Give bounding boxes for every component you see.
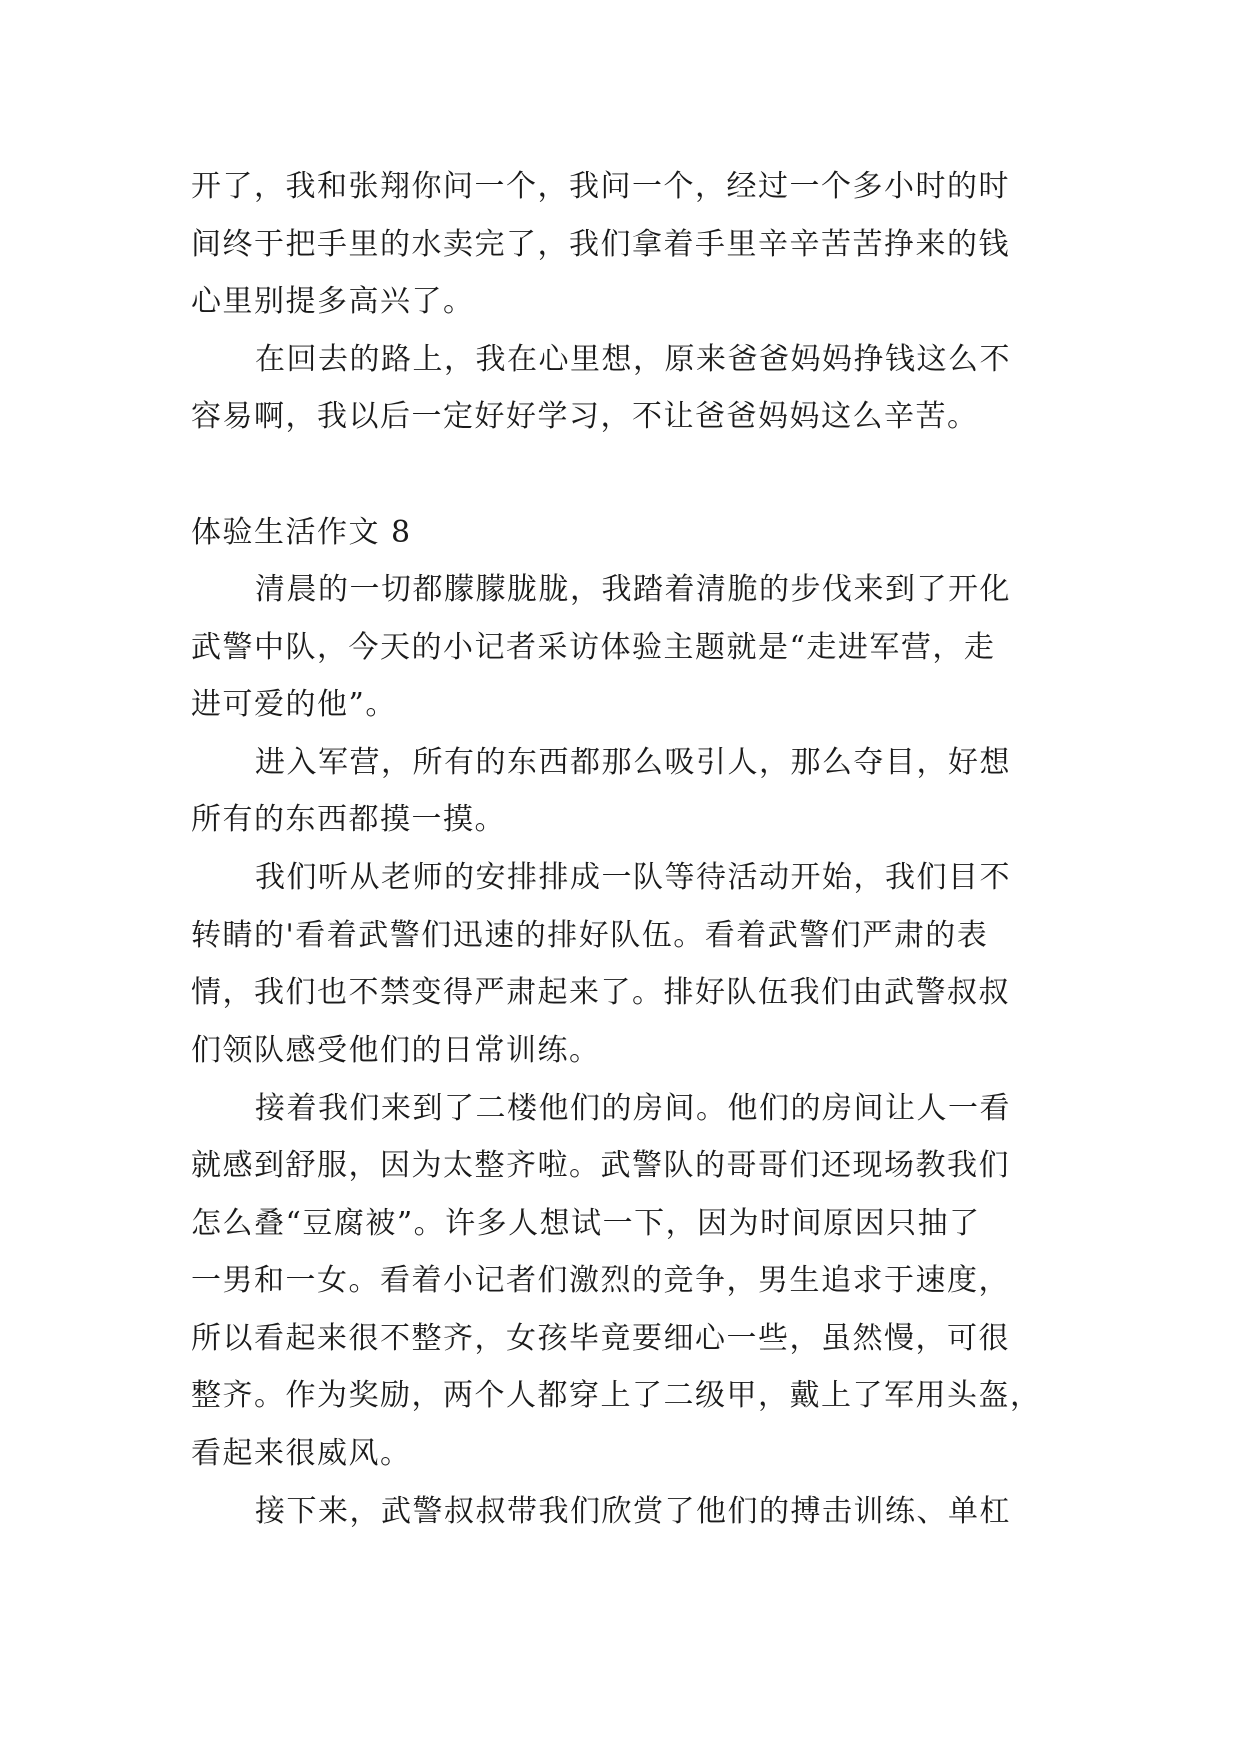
text-line: 转睛的'看着武警们迅速的排好队伍。看着武警们严肃的表 [191,918,989,953]
paragraph-start-line: 接着我们来到了二楼他们的房间。他们的房间让人一看 [255,1091,1011,1126]
paragraph-start-line: 进入军营，所有的东西都那么吸引人，那么夺目，好想 [255,745,1011,780]
paragraph-start-line: 我们听从老师的安排排成一队等待活动开始，我们目不 [255,860,1011,895]
paragraph-start-line: 清晨的一切都朦朦胧胧，我踏着清脆的步伐来到了开化 [255,572,1011,607]
text-line: 整齐。作为奖励，两个人都穿上了二级甲，戴上了军用头盔， [191,1378,1042,1413]
paragraph-start-line: 接下来，武警叔叔带我们欣赏了他们的搏击训练、单杠 [255,1494,1011,1529]
text-line: 就感到舒服，因为太整齐啦。武警队的哥哥们还现场教我们 [191,1148,1010,1183]
text-line: 进可爱的他”。 [191,687,397,722]
paragraph-start-line: 在回去的路上，我在心里想，原来爸爸妈妈挣钱这么不 [255,342,1011,377]
text-line: 看起来很威风。 [191,1436,412,1471]
text-line: 心里别提多高兴了。 [191,284,475,319]
text-line: 所以看起来很不整齐，女孩毕竟要细心一些，虽然慢，可很 [191,1321,1010,1356]
text-line: 怎么叠“豆腐被”。许多人想试一下，因为时间原因只抽了 [191,1206,981,1241]
text-line: 们领队感受他们的日常训练。 [191,1033,601,1068]
text-line: 开了，我和张翔你问一个，我问一个，经过一个多小时的时 [191,169,1010,204]
section-heading: 体验生活作文 8 [191,515,412,550]
text-line: 一男和一女。看着小记者们激烈的竞争，男生追求于速度， [191,1263,1010,1298]
text-line: 情，我们也不禁变得严肃起来了。排好队伍我们由武警叔叔 [191,975,1010,1010]
text-line: 容易啊，我以后一定好好学习，不让爸爸妈妈这么辛苦。 [191,399,979,434]
text-line: 间终于把手里的水卖完了，我们拿着手里辛辛苦苦挣来的钱 [191,227,1010,262]
text-line: 所有的东西都摸一摸。 [191,802,506,837]
text-line: 武警中队，今天的小记者采访体验主题就是“走进军营，走 [191,630,996,665]
